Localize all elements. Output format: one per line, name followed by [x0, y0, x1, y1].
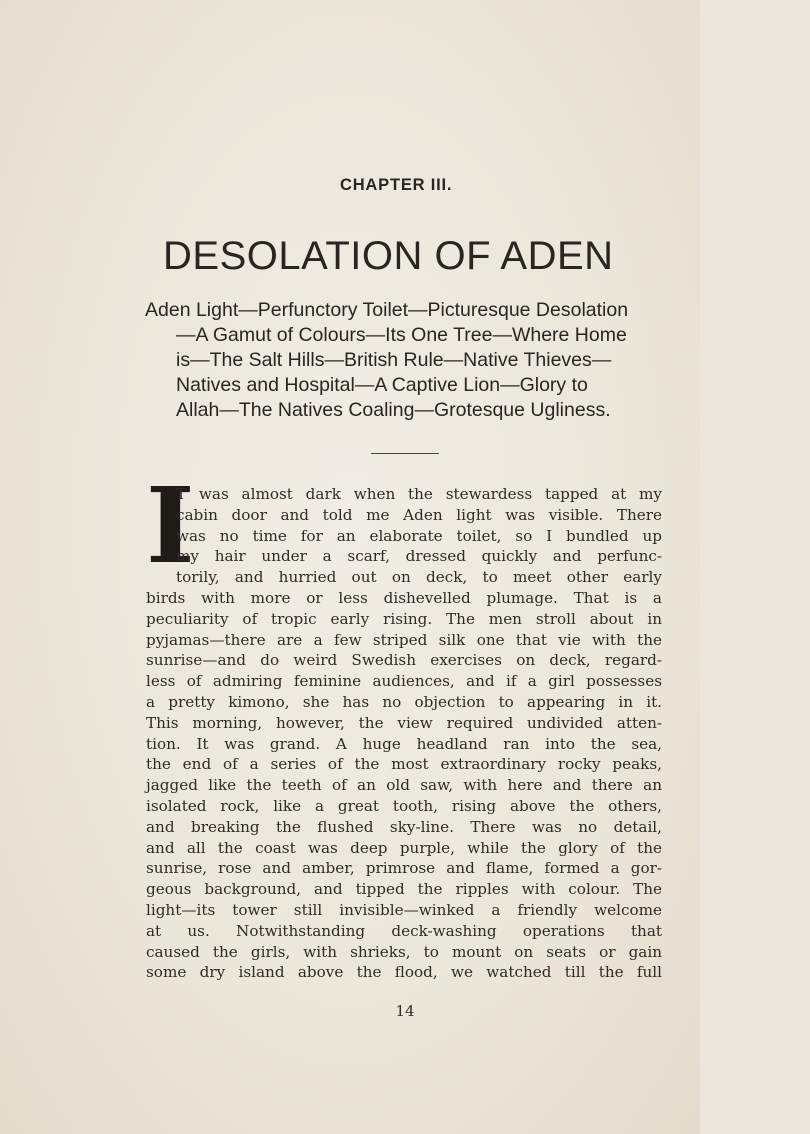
synopsis-line: —A Gamut of Colours—Its One Tree—Where Home: [176, 324, 627, 346]
chapter-synopsis: [145, 298, 665, 423]
drop-cap: I: [146, 464, 195, 587]
body-line: tion. It was grand. A huge headland ran into the sea,: [146, 734, 662, 753]
chapter-heading: CHAPTER III.: [340, 176, 453, 194]
chapter-title: DESOLATION OF ADEN: [163, 234, 614, 278]
synopsis-line: Aden Light—Perfunctory Toilet—Picturesque Desolation: [145, 299, 629, 321]
body-line: sunrise, rose and amber, primrose and flame, formed a gor-: [146, 859, 662, 878]
body-line: This morning, however, the view required undivided atten-: [146, 713, 662, 732]
synopsis-line: Allah—The Natives Coaling—Grotesque Ugliness.: [176, 399, 611, 421]
body-line: sunrise—and do weird Swedish exercises on deck, regard-: [146, 651, 662, 670]
body-line: torily, and hurried out on deck, to meet other early: [176, 568, 662, 587]
synopsis-line: is—The Salt Hills—British Rule—Native Thieves—: [176, 349, 612, 371]
body-line: some dry island above the flood, we watched till the full: [146, 963, 662, 982]
body-line: caused the girls, with shrieks, to mount on seats or gain: [146, 942, 662, 961]
body-line: my hair under a scarf, dressed quickly and perfunc-: [176, 547, 662, 566]
body-line: a pretty kimono, she has no objection to appearing in it.: [146, 692, 662, 711]
body-line: the end of a series of the most extraordinary rocky peaks,: [146, 755, 662, 774]
body-line: less of admiring feminine audiences, and if a girl possesses: [146, 672, 662, 691]
body-line: pyjamas—there are a few striped silk one that vie with the: [146, 630, 662, 649]
body-line: and breaking the flushed sky-line. There was no detail,: [146, 817, 662, 836]
body-line: and all the coast was deep purple, while the glory of the: [146, 838, 662, 857]
body-line: was no time for an elaborate toilet, so I bundled up: [176, 526, 662, 545]
body-line: at us. Notwithstanding deck-washing operations that: [146, 921, 662, 940]
synopsis-line: Natives and Hospital—A Captive Lion—Glory to: [176, 374, 588, 396]
page-number: 14: [395, 1002, 415, 1020]
body-line: peculiarity of tropic early rising. The men stroll about in: [146, 609, 662, 628]
body-line: jagged like the teeth of an old saw, with here and there an: [146, 776, 662, 795]
body-text: [146, 464, 662, 983]
section-divider: [371, 453, 439, 454]
body-line: light—its tower still invisible—winked a friendly welcome: [146, 900, 662, 919]
body-line: cabin door and told me Aden light was visible. There: [176, 505, 662, 524]
body-line: birds with more or less dishevelled plumage. That is a: [146, 588, 662, 607]
body-line: geous background, and tipped the ripples with colour. The: [146, 880, 662, 899]
body-line: isolated rock, like a great tooth, rising above the others,: [146, 796, 662, 815]
body-line: T was almost dark when the stewardess tapped at my: [176, 485, 662, 503]
